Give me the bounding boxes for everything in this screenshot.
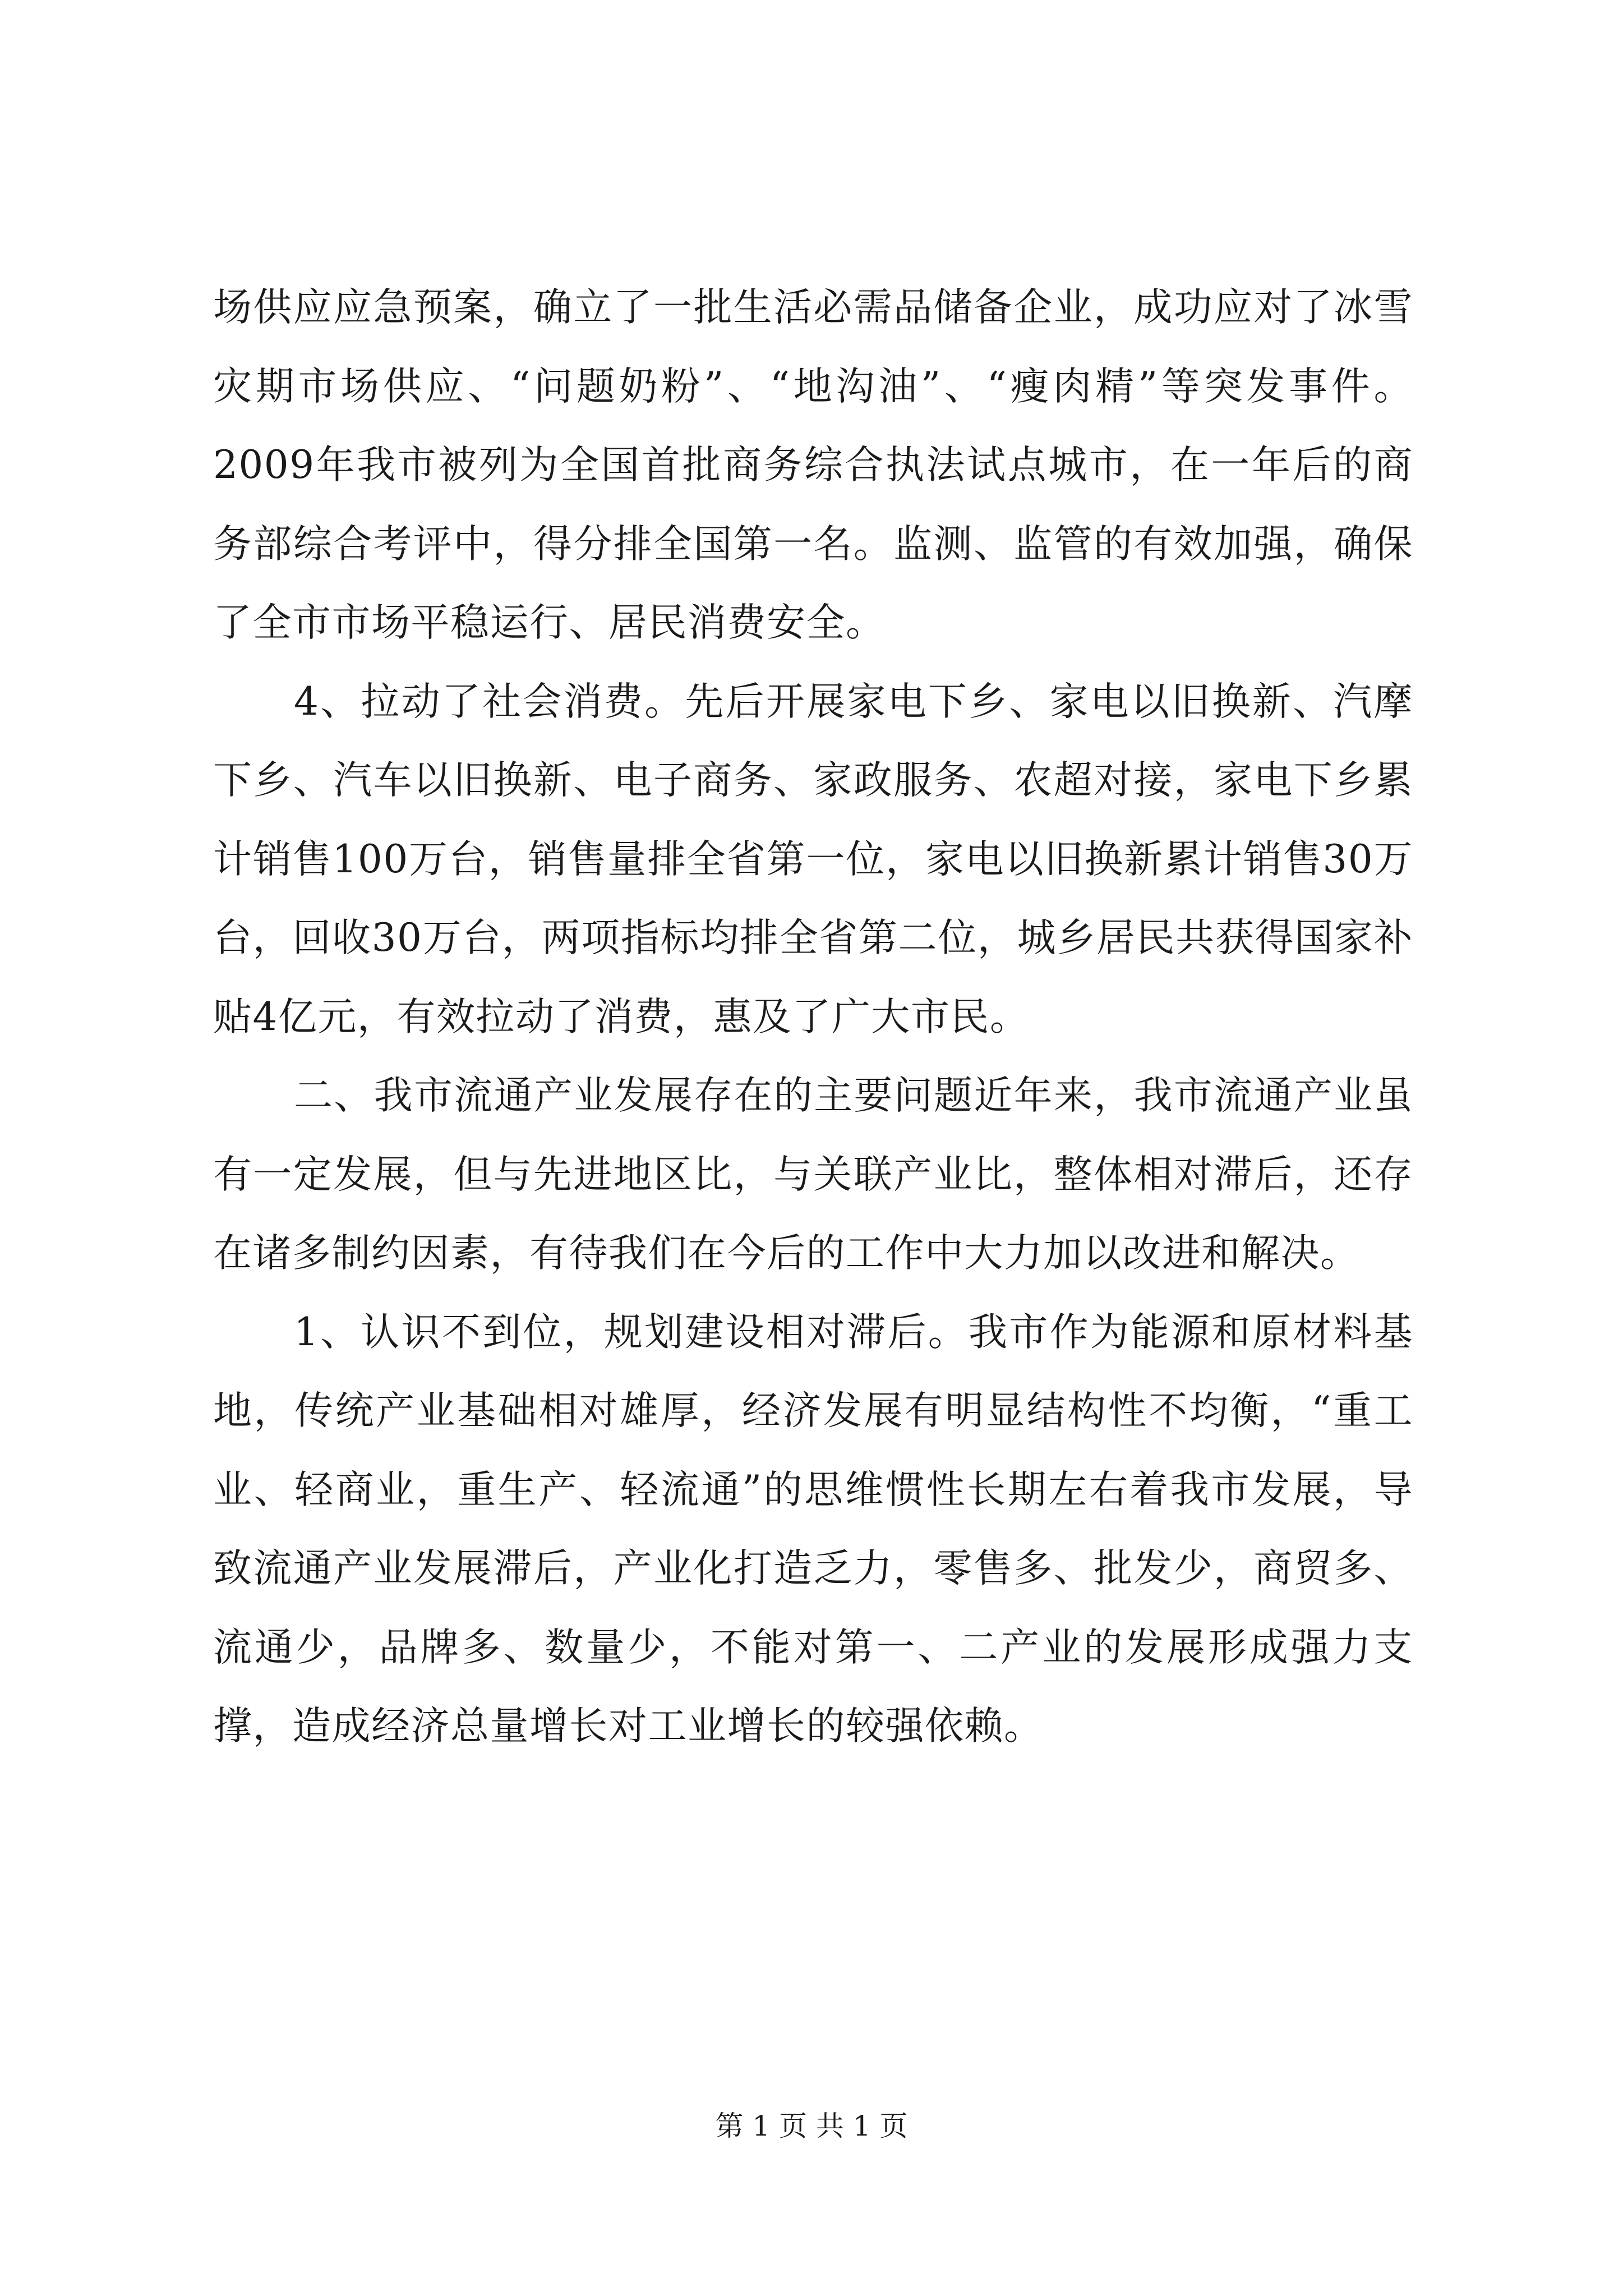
paragraph-continuation: 场供应应急预案，确立了一批生活必需品储备企业，成功应对了冰雪灾期市场供应、“问题奶粉”、“地沟油”、“瘦肉精”等突发事件。2009年我市被列为全国首批商务综合执法试点城市，在一年后的商务部综合考评中，得分排全国第一名。监测、监管的有效加强，确保了全市市场平稳运行、居民消费安全。 (213, 285, 1413, 645)
document-body (213, 268, 1413, 1766)
paragraph-insufficient-awareness: 1、认识不到位，规划建设相对滞后。我市作为能源和原材料基地，传统产业基础相对雄厚，经济发展有明显结构性不均衡，“重工业、轻商业，重生产、轻流通”的思维惯性长期左右着我市发展，导致流通产业发展滞后，产业化打造乏力，零售多、批发少，商贸多、流通少，品牌多、数量少，不能对第一、二产业的发展形成强力支撑，造成经济总量增长对工业增长的较强依赖。 (213, 1309, 1413, 1749)
paragraph-stimulate-consumption: 4、拉动了社会消费。先后开展家电下乡、家电以旧换新、汽摩下乡、汽车以旧换新、电子商务、家政服务、农超对接，家电下乡累计销售100万台，销售量排全省第一位，家电以旧换新累计销售30万台，回收30万台，两项指标均排全省第二位，城乡居民共获得国家补贴4亿元，有效拉动了消费，惠及了广大市民。 (213, 679, 1413, 1039)
page-footer: 第 1 页 共 1 页 (715, 2110, 908, 2142)
paragraph-section-two-heading: 二、我市流通产业发展存在的主要问题近年来，我市流通产业虽有一定发展，但与先进地区比，与关联产业比，整体相对滞后，还存在诸多制约因素，有待我们在今后的工作中大力加以改进和解决。 (213, 1073, 1413, 1276)
